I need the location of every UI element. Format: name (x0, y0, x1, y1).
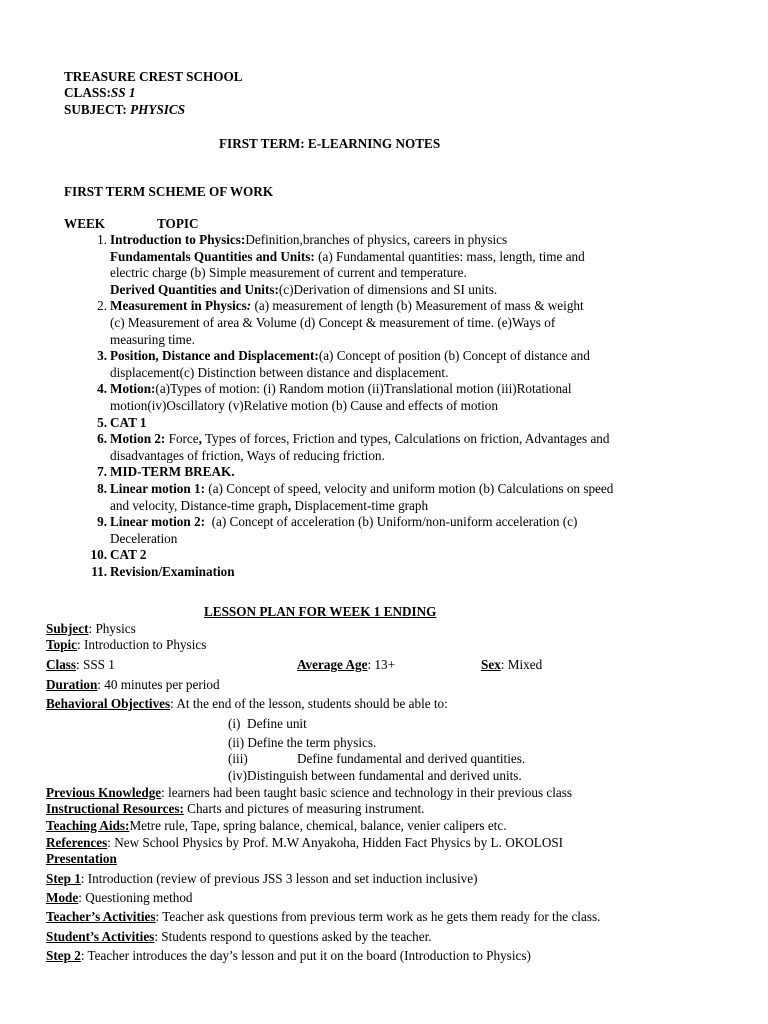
scheme-item-line (110, 481, 710, 498)
scheme-text: (a) Concept of acceleration (b) Uniform/non-uniform acceleration (c) (205, 514, 578, 530)
teacher-activities-row (46, 909, 600, 926)
objective-number: (ii) (228, 735, 245, 750)
duration-row-label: Duration (46, 677, 98, 692)
scheme-item-line (110, 398, 710, 415)
subject-line (64, 102, 185, 119)
scheme-item-line (110, 464, 710, 481)
objectives-row (46, 696, 448, 713)
scheme-text: displacement(c) Distinction between distance and displacement. (110, 364, 449, 380)
subject-label: SUBJECT: (64, 102, 131, 117)
aids-label: Teaching Aids: (46, 818, 130, 833)
scheme-text: Types of forces, Friction and types, Calculations on friction, Advantages and (201, 431, 610, 447)
step2-row (46, 948, 531, 965)
scheme-text: Displacement-time graph (291, 497, 429, 513)
scheme-text: (a) Concept of position (b) Concept of distance and (318, 348, 590, 364)
scheme-item (90, 547, 710, 564)
class-row-value: : SSS 1 (76, 657, 115, 672)
week-header: WEEK (64, 216, 106, 231)
age-row-value: : 13+ (367, 657, 396, 672)
topic-row (46, 637, 206, 654)
scheme-item (97, 464, 710, 481)
scheme-text: motion(iv)Oscillatory (v)Relative motion (b) Cause and effects of motion (110, 397, 498, 413)
scheme-item-line (110, 265, 710, 282)
step2-label: Step 2 (46, 948, 81, 963)
subject-value: PHYSICS (130, 102, 186, 117)
scheme-item-line (110, 415, 710, 432)
scheme-text: : (246, 298, 252, 314)
references-value: : New School Physics by Prof. M.W Anyakoha, Hidden Fact Physics by L. OKOLOSI (107, 835, 564, 850)
presentation-heading: Presentation (46, 851, 117, 866)
objective-text: Define unit (247, 716, 307, 731)
step1-row (46, 871, 477, 888)
scheme-text: MID-TERM BREAK. (110, 464, 235, 480)
previous-knowledge-label: Previous Knowledge (46, 785, 162, 800)
scheme-item (97, 414, 710, 432)
scheme-text: Derived Quantities and Units: (110, 281, 279, 297)
scheme-item-line (110, 249, 710, 266)
school-name: TREASURE CREST SCHOOL (64, 69, 243, 84)
objective-number: (iv) (228, 768, 248, 783)
scheme-text: CAT 2 (110, 547, 147, 563)
scheme-text: , (287, 497, 292, 513)
scheme-item-line (110, 564, 710, 581)
scheme-list (90, 232, 710, 580)
scheme-item-number: 5. (97, 414, 107, 430)
scheme-item (91, 563, 710, 581)
objective-text: Distinguish between fundamental and derived units. (247, 768, 522, 783)
scheme-item-number: 8. (97, 480, 107, 496)
scheme-text: Linear motion 1: (110, 480, 205, 496)
scheme-text: Measurement in Physics (110, 298, 247, 314)
references-row (46, 835, 563, 852)
lesson-plan-heading: LESSON PLAN FOR WEEK 1 ENDING (204, 604, 437, 619)
scheme-text: Linear motion 2: (110, 514, 205, 530)
scheme-item-line (110, 232, 710, 249)
scheme-item-line (110, 498, 710, 515)
student-activities-row (46, 929, 432, 946)
scheme-item-line (110, 514, 710, 531)
mode-row (46, 890, 193, 907)
scheme-item-line (110, 282, 710, 299)
scheme-text: electric charge (b) Simple measurement of current and temperature. (110, 265, 467, 281)
duration-row-value: : 40 minutes per period (97, 677, 220, 692)
subject-row-label: Subject (46, 621, 89, 636)
scheme-item (97, 431, 710, 464)
scheme-item-line (110, 531, 710, 548)
scheme-item (97, 298, 710, 348)
objective-item (228, 735, 376, 752)
scheme-text: (a)Types of motion: (i) Random motion (ii)Translational motion (iii)Rotational (155, 381, 572, 397)
scheme-item-number: 7. (97, 464, 107, 480)
class-row-label: Class (46, 657, 77, 672)
scheme-item-line (110, 431, 710, 448)
teacher-activities-label: Teacher’s Activities (46, 909, 156, 924)
topic-header: TOPIC (157, 216, 199, 231)
references-label: References (46, 835, 108, 850)
scheme-item (97, 514, 710, 547)
scheme-text: Definition,branches of physics, careers in physics (245, 232, 508, 247)
scheme-item-line (110, 547, 710, 564)
scheme-item-line (110, 315, 710, 332)
class-label: CLASS: (64, 85, 111, 100)
objective-number: (i) (228, 716, 241, 731)
objective-item (228, 768, 522, 785)
resources-label: Instructional Resources: (46, 801, 184, 816)
class-row (46, 657, 115, 674)
scheme-text: Motion: (110, 381, 156, 397)
scheme-item-line (110, 348, 710, 365)
step1-value: : Introduction (review of previous JSS 3 lesson and set induction inclusive) (80, 871, 478, 886)
scheme-item-number: 3. (97, 348, 107, 364)
class-value: SS 1 (110, 85, 136, 100)
step1-label: Step 1 (46, 871, 81, 886)
age-row-label: Average Age (297, 657, 368, 672)
previous-knowledge-row (46, 785, 572, 802)
resources-value: Charts and pictures of measuring instrument. (183, 801, 425, 816)
objective-number: (iii) (228, 751, 248, 766)
scheme-item (97, 348, 710, 381)
scheme-text: Revision/Examination (110, 563, 235, 579)
duration-row (46, 677, 220, 694)
scheme-item-number: 6. (97, 431, 107, 447)
scheme-text: and velocity, Distance-time graph (110, 497, 288, 513)
scheme-text: (a) measurement of length (b) Measurement of mass & weight (251, 298, 584, 314)
subject-row-value: : Physics (88, 621, 136, 636)
page-title: FIRST TERM: E-LEARNING NOTES (219, 136, 441, 151)
scheme-item (97, 381, 710, 414)
scheme-text: (a) Fundamental quantities: mass, length, time and (314, 248, 585, 264)
scheme-item-line (110, 365, 710, 382)
scheme-item (97, 232, 710, 298)
student-activities-value: : Students respond to questions asked by the teacher. (154, 929, 432, 944)
aids-value: Metre rule, Tape, spring balance, chemical, balance, venier calipers etc. (129, 818, 507, 833)
scheme-text: (a) Concept of speed, velocity and uniform motion (b) Calculations on speed (205, 480, 614, 496)
scheme-item-number: 9. (97, 514, 107, 530)
objective-item (228, 751, 526, 768)
scheme-text: CAT 1 (110, 414, 147, 430)
step2-value: : Teacher introduces the day’s lesson and put it on the board (Introduction to Physics) (80, 948, 531, 963)
objective-text: Define the term physics. (247, 735, 377, 750)
objectives-row-value: : At the end of the lesson, students should be able to: (170, 696, 448, 711)
scheme-item (97, 480, 710, 514)
sex-row-label: Sex (481, 657, 501, 672)
scheme-text: Deceleration (110, 530, 178, 546)
scheme-text: (c)Derivation of dimensions and SI units. (278, 281, 498, 297)
subject-row (46, 621, 136, 638)
previous-knowledge-value: : learners had been taught basic science and technology in their previous class (161, 785, 573, 800)
objectives-row-label: Behavioral Objectives (46, 696, 171, 711)
sex-row-value: : Mixed (500, 657, 543, 672)
scheme-text: Fundamentals Quantities and Units: (110, 248, 315, 264)
class-line (64, 85, 135, 102)
mode-label: Mode (46, 890, 79, 905)
scheme-item-line (110, 298, 710, 315)
scheme-text: , (198, 431, 202, 447)
topic-row-value: : Introduction to Physics (77, 637, 207, 652)
resources-row (46, 801, 424, 818)
scheme-text: measuring time. (110, 331, 195, 347)
scheme-text: Position, Distance and Displacement: (110, 348, 319, 364)
sex-row (481, 657, 542, 674)
scheme-text: (c) Measurement of area & Volume (d) Concept & measurement of time. (e)Ways of (110, 314, 556, 330)
student-activities-label: Student’s Activities (46, 929, 155, 944)
scheme-text: Motion 2: (110, 431, 166, 447)
scheme-item-number: 1. (97, 232, 107, 247)
mode-value: : Questioning method (78, 890, 193, 905)
teacher-activities-value: : Teacher ask questions from previous term work as he gets them ready for the class. (155, 909, 601, 924)
scheme-item-line (110, 332, 710, 349)
topic-row-label: Topic (46, 637, 78, 652)
scheme-item-line (110, 381, 710, 398)
scheme-heading: FIRST TERM SCHEME OF WORK (64, 184, 274, 199)
scheme-item-number: 10. (90, 547, 107, 563)
scheme-text: Force (165, 431, 199, 447)
aids-row (46, 818, 507, 835)
scheme-item-number: 2. (97, 298, 107, 314)
scheme-text: Introduction to Physics: (110, 232, 246, 247)
objective-item (228, 716, 307, 733)
objective-text: Define fundamental and derived quantities. (297, 751, 526, 766)
scheme-item-line (110, 448, 710, 465)
age-row (297, 657, 395, 674)
scheme-item-number: 11. (91, 563, 107, 579)
scheme-item-number: 4. (97, 381, 107, 397)
scheme-text: disadvantages of friction, Ways of reducing friction. (110, 447, 385, 463)
